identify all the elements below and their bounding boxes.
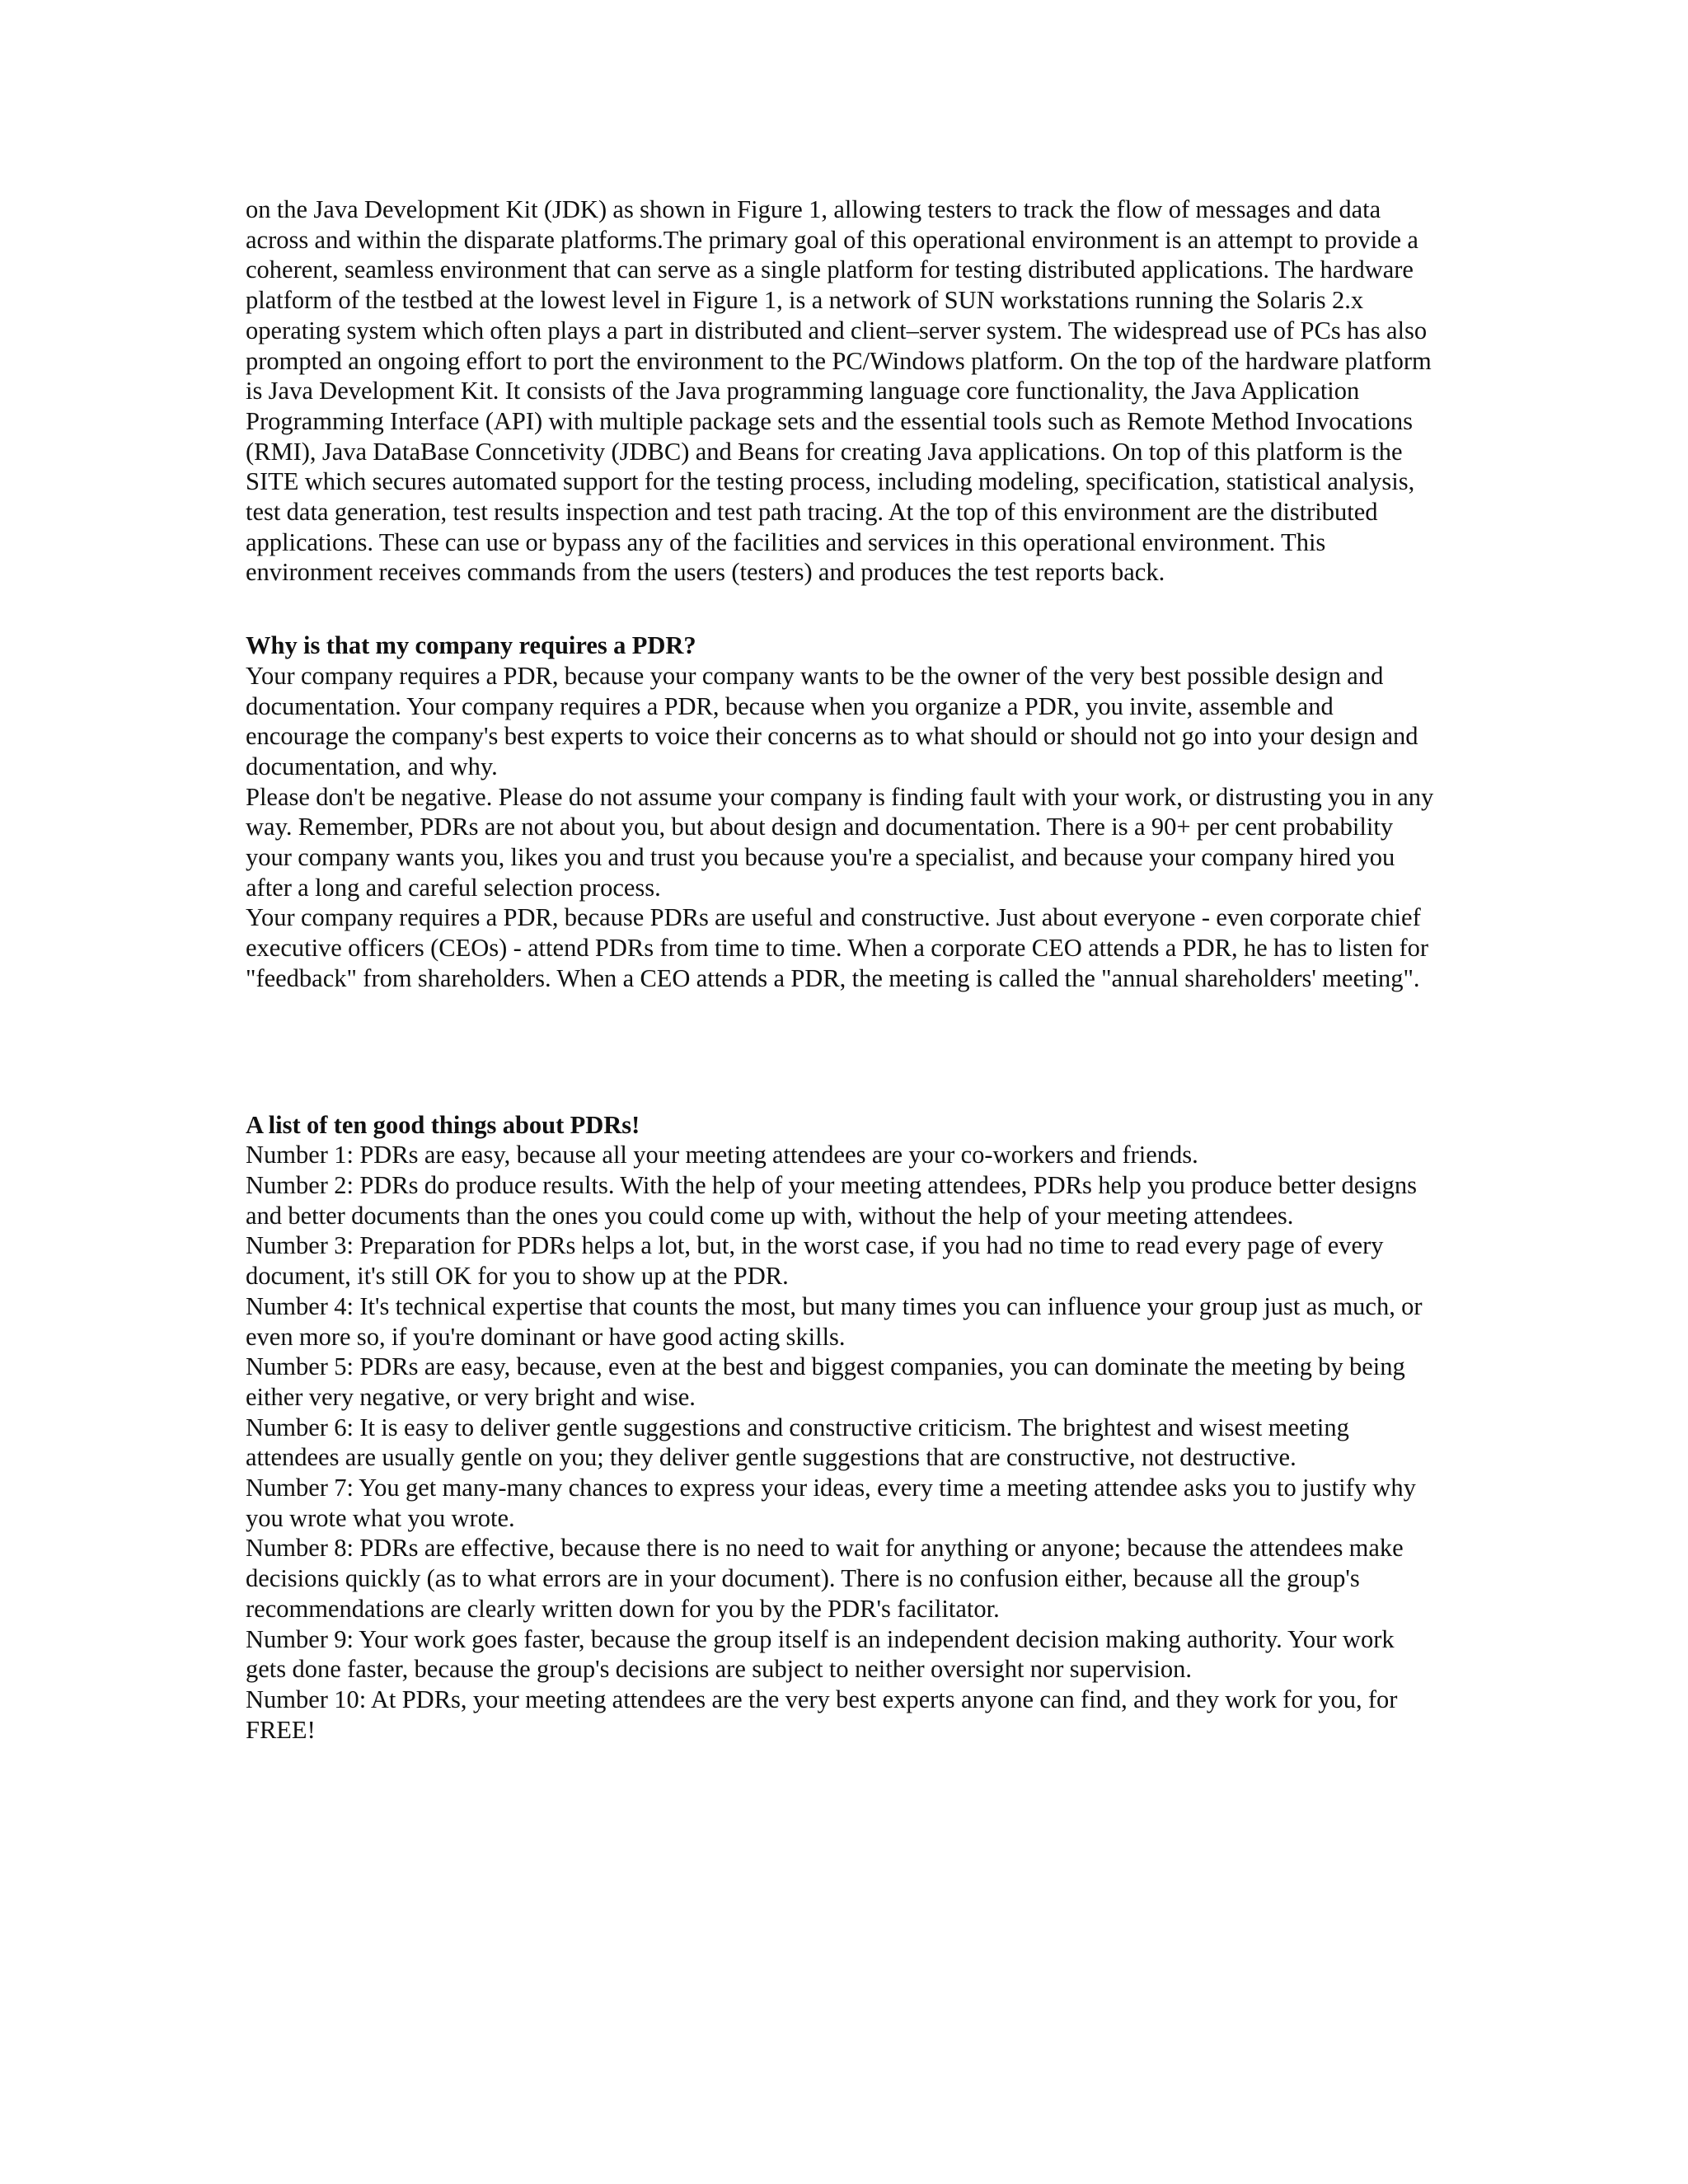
list-item: Number 3: Preparation for PDRs helps a lot, but, in the worst case, if you had no time to read every page of every document, it's still OK for you to show up at the PDR. xyxy=(246,1231,1384,1291)
body-paragraph: Your company requires a PDR, because PDRs are useful and constructive. Just about everyone - even corporate chief executive officers (CEOs) - attend PDRs from time to time. When a corporate CEO attends a PDR, he has to listen for "feedback" from shareholders. When a CEO attends a PDR, the meeting is called the "annual shareholders' meeting". xyxy=(246,903,1429,992)
section-why-pdr xyxy=(246,630,1441,993)
list-item: Number 8: PDRs are effective, because there is no need to wait for anything or anyone; because the attendees make decisions quickly (as to what errors are in your document). There is no confusion either, because all the group's recommendations are clearly written down for you by the PDR's facilitator. xyxy=(246,1534,1404,1623)
list-item: Number 10: At PDRs, your meeting attendees are the very best experts anyone can find, and they work for you, for FREE! xyxy=(246,1685,1398,1744)
intro-paragraph: on the Java Development Kit (JDK) as shown in Figure 1, allowing testers to track the flow of messages and data across and within the disparate platforms.The primary goal of this operational environment is an attempt to provide a coherent, seamless environment that can serve as a single platform for testing distributed applications. The hardware platform of the testbed at the lowest level in Figure 1, is a network of SUN workstations running the Solaris 2.x operating system which often plays a part in distributed and client–server system. The widespread use of PCs has also prompted an ongoing effort to port the environment to the PC/Windows platform. On the top of the hardware platform is Java Development Kit. It consists of the Java programming language core functionality, the Java Application Programming Interface (API) with multiple package sets and the essential tools such as Remote Method Invocations (RMI), Java DataBase Conncetivity (JDBC) and Beans for creating Java applications. On top of this platform is the SITE which secures automated support for the testing process, including modeling, specification, statistical analysis, test data generation, test results inspection and test path tracing. At the top of this environment are the distributed applications. These can use or bypass any of the facilities and services in this operational environment. This environment receives commands from the users (testers) and produces the test reports back. xyxy=(246,195,1432,587)
list-item: Number 7: You get many-many chances to express your ideas, every time a meeting attendee asks you to justify why you wrote what you wrote. xyxy=(246,1474,1416,1532)
section-heading: A list of ten good things about PDRs! xyxy=(246,1110,640,1139)
list-item: Number 4: It's technical expertise that counts the most, but many times you can influence your group just as much, or even more so, if you're dominant or have good acting skills. xyxy=(246,1291,1423,1351)
document-page xyxy=(246,194,1441,1745)
section-heading: Why is that my company requires a PDR? xyxy=(246,631,696,660)
body-paragraph: Your company requires a PDR, because your company wants to be the owner of the very best possible design and documentation. Your company requires a PDR, because when you organize a PDR, you invite, assemble and encourage the company's best experts to voice their concerns as to what should or should not go into your design and documentation, and why. xyxy=(246,661,1418,780)
body-paragraph: Please don't be negative. Please do not assume your company is finding fault with your work, or distrusting you in any way. Remember, PDRs are not about you, but about design and documentation. There is a 90+ per cent probability your company wants you, likes you and trust you because you're a specialist, and because your company hired you after a long and careful selection process. xyxy=(246,782,1434,902)
list-item: Number 9: Your work goes faster, because the group itself is an independent decision making authority. Your work gets done faster, because the group's decisions are subject to neither oversight nor supervision. xyxy=(246,1624,1395,1684)
list-item: Number 6: It is easy to deliver gentle suggestions and constructive criticism. The brightest and wisest meeting attendees are usually gentle on you; they deliver gentle suggestions that are constructive, not destructive. xyxy=(246,1413,1349,1472)
list-item: Number 1: PDRs are easy, because all your meeting attendees are your co-workers and friends. xyxy=(246,1141,1198,1169)
list-item: Number 2: PDRs do produce results. With the help of your meeting attendees, PDRs help you produce better designs and better documents than the ones you could come up with, without the help of your meeting attendees. xyxy=(246,1170,1417,1230)
section-ten-good-things xyxy=(246,1110,1441,1746)
list-item: Number 5: PDRs are easy, because, even at the best and biggest companies, you can dominate the meeting by being either very negative, or very bright and wise. xyxy=(246,1352,1405,1411)
